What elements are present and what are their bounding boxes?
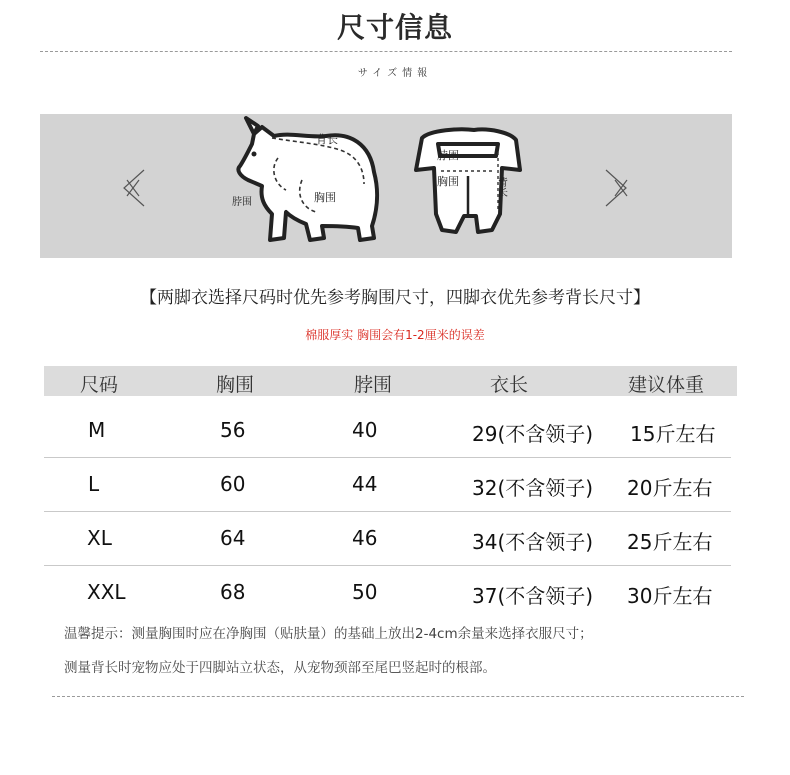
measurement-tip-back: 测量背长时宠物应处于四脚站立状态，从宠物颈部至尾巴竖起时的根部。 [64,660,496,676]
cell-neck: 46 [352,526,378,550]
cell-chest: 64 [220,526,246,550]
table-row [44,566,731,616]
table-row [44,458,731,512]
garment-chest-label: 胸围 [437,175,459,188]
chevron-right-icon[interactable] [606,170,627,206]
size-table-header [44,366,737,396]
selection-tip: 【两脚衣选择尺码时优先参考胸围尺寸，四脚衣优先参考背长尺寸】 [140,288,650,308]
cell-size: M [88,418,106,442]
cell-weight: 15斤左右 [630,422,716,446]
cell-neck: 50 [352,580,378,604]
cell-neck: 44 [352,472,378,496]
col-header-weight: 建议体重 [628,374,705,396]
bottom-divider [52,696,744,697]
page-title: 尺寸信息 [336,11,453,44]
cell-length: 29(不含领子) [472,422,594,446]
garment-neck-label: 脖围 [437,149,459,162]
cell-size: XL [87,526,112,550]
dog-neck-label: 脖围 [232,197,252,208]
cell-length: 34(不含领子) [472,530,594,554]
col-header-size: 尺码 [80,374,119,396]
cell-size: XXL [87,580,126,604]
garment-back-label: 背长 [495,177,507,197]
cell-chest: 56 [220,418,246,442]
measurement-illustration [40,114,732,258]
cell-weight: 20斤左右 [627,476,713,500]
col-header-neck: 脖围 [354,374,393,396]
table-row [44,512,731,566]
cell-weight: 30斤左右 [627,584,713,608]
col-header-chest: 胸围 [216,374,255,396]
measurement-tip-chest: 温馨提示：测量胸围时应在净胸围（贴肤量）的基础上放出2-4cm余量来选择衣服尺寸； [64,626,593,642]
cell-neck: 40 [352,418,378,442]
cell-length: 32(不含领子) [472,476,594,500]
top-divider [40,51,732,52]
page-subtitle: サイズ情報 [357,68,433,79]
chevron-left-icon[interactable] [124,170,144,206]
dog-chest-label: 胸围 [314,191,336,204]
thickness-warning: 棉服厚实 胸围会有1-2厘米的误差 [305,328,485,342]
cell-length: 37(不含领子) [472,584,594,608]
dog-back-label: 背长 [316,133,338,146]
cell-chest: 60 [220,472,246,496]
cell-chest: 68 [220,580,246,604]
table-row [44,404,731,458]
cell-size: L [88,472,100,496]
cell-weight: 25斤左右 [627,530,713,554]
col-header-length: 衣长 [490,374,529,396]
dog-outline-icon [238,118,377,240]
